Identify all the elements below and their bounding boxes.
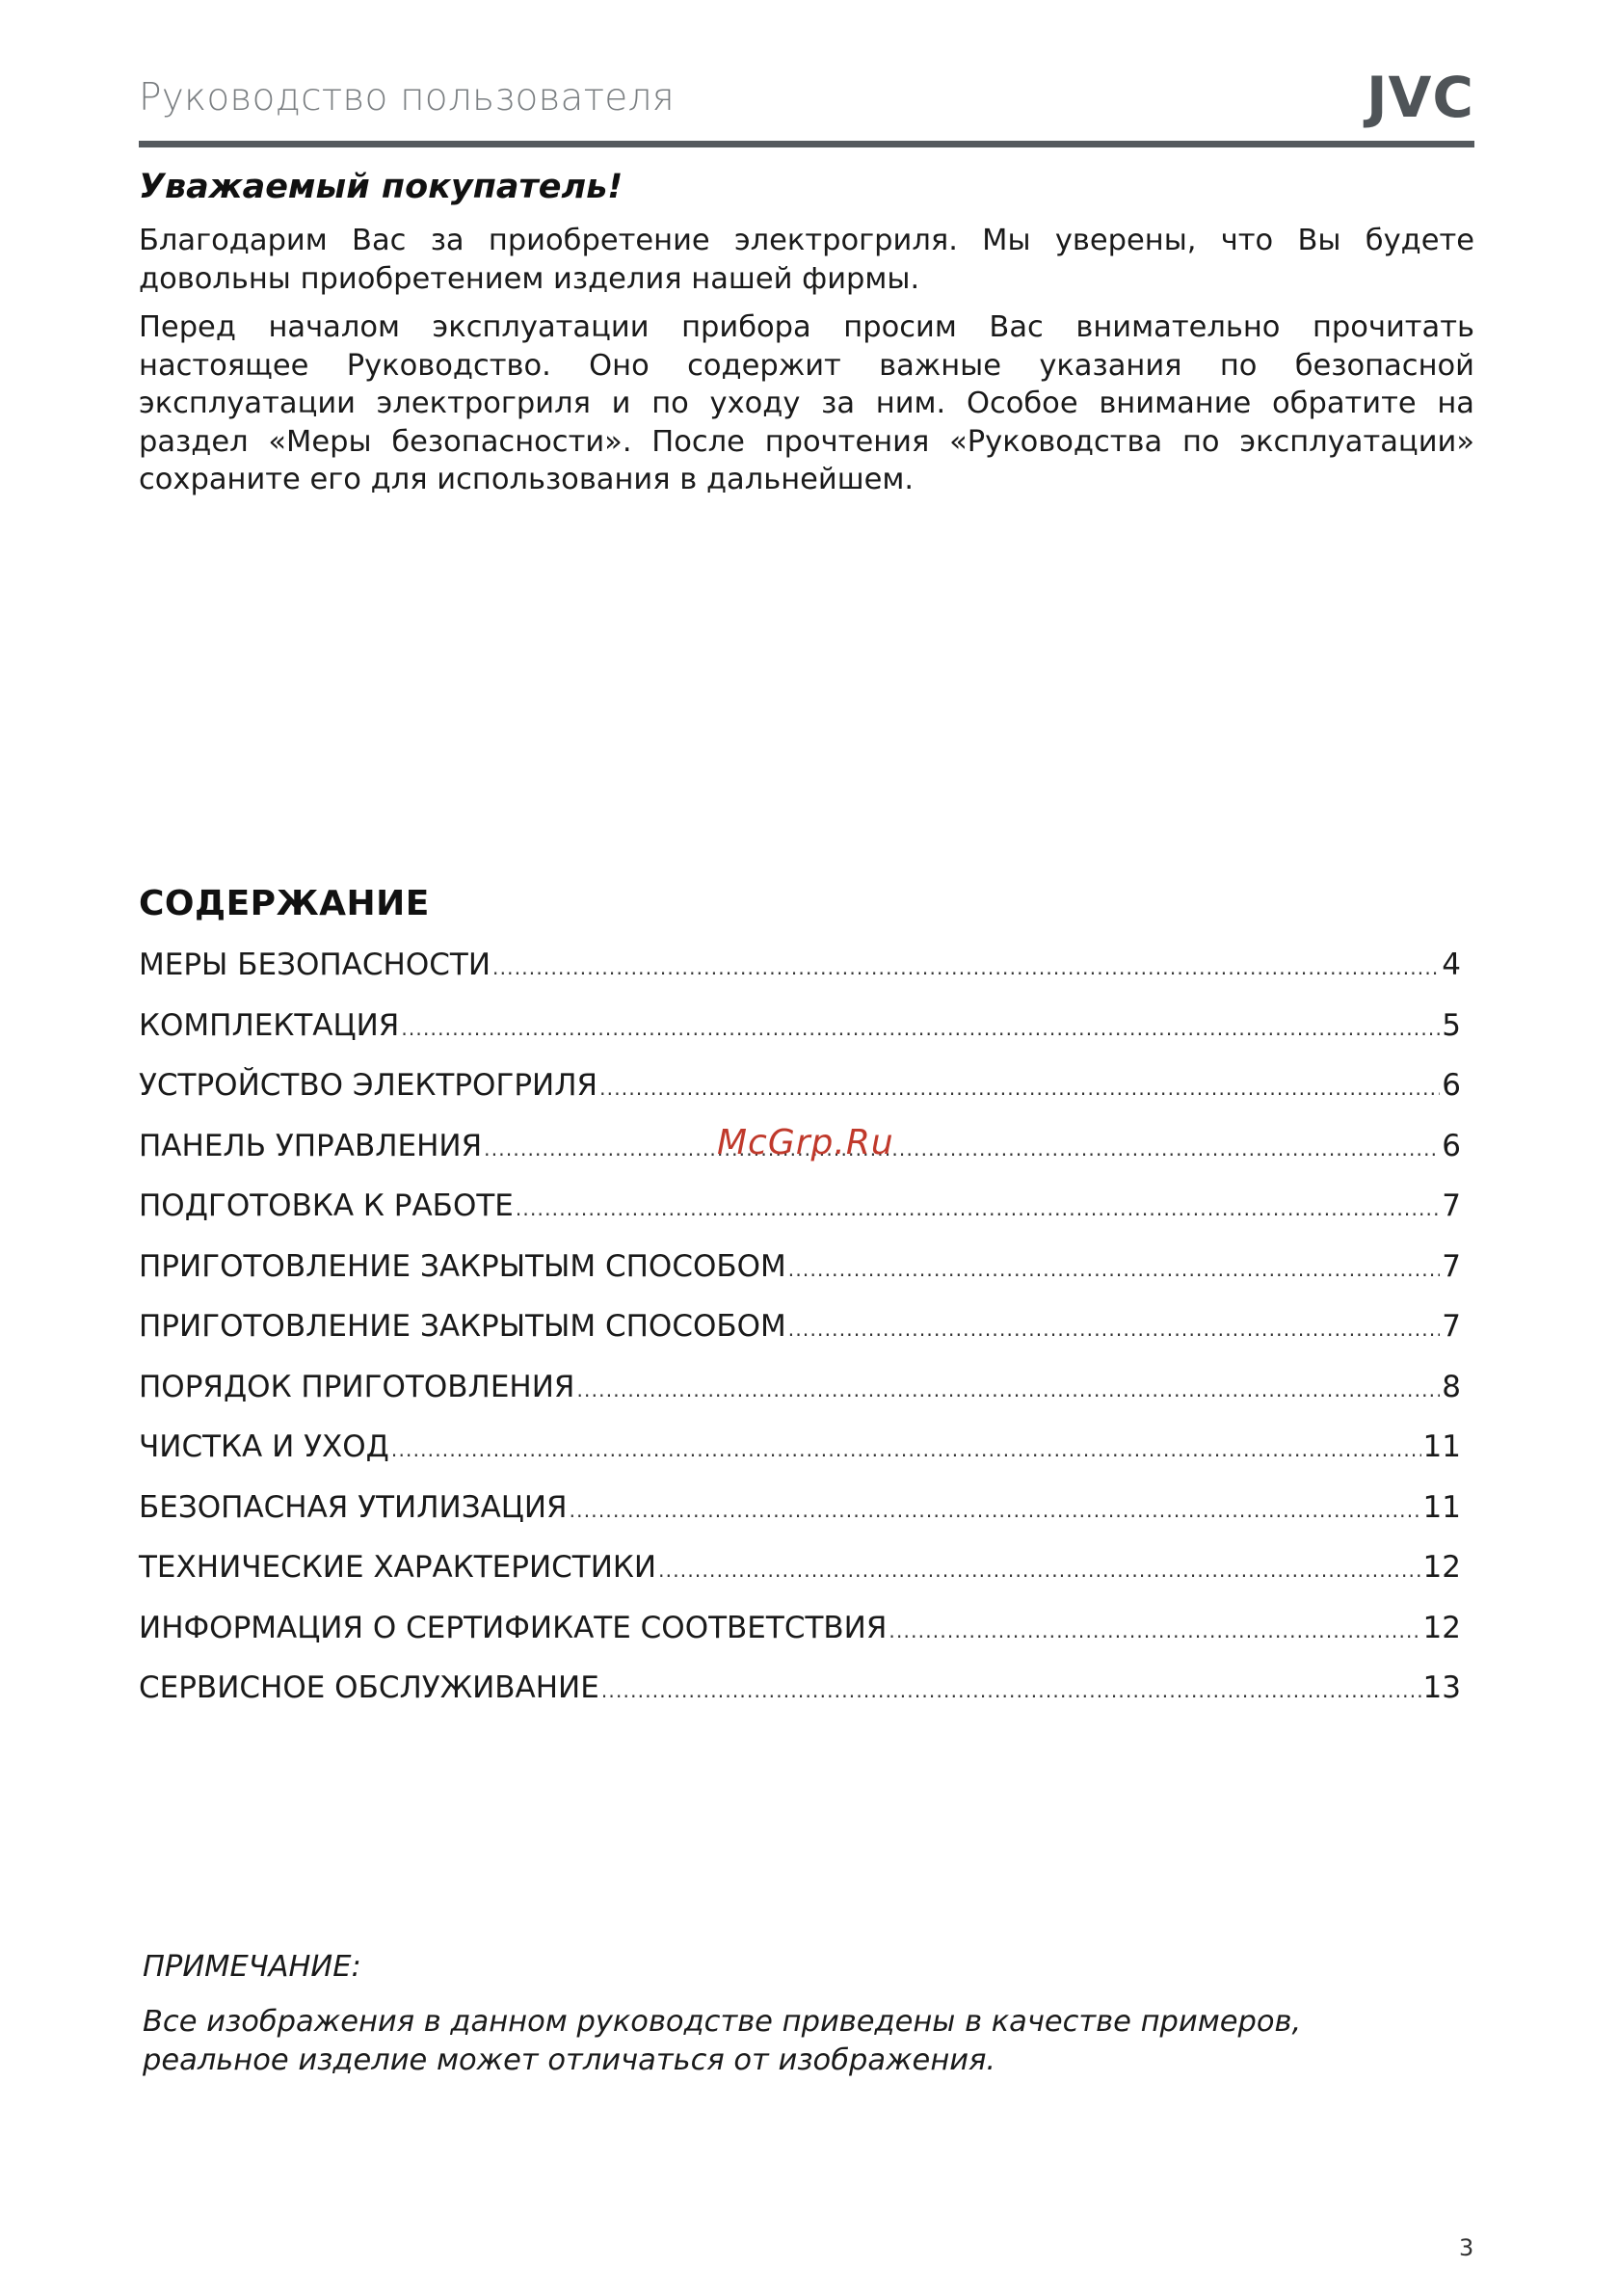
toc-dot-leader xyxy=(492,948,1440,982)
toc-dot-leader xyxy=(788,1249,1440,1284)
toc-dot-leader xyxy=(516,1188,1440,1223)
toc-item-title: БЕЗОПАСНАЯ УТИЛИЗАЦИЯ xyxy=(139,1489,568,1525)
toc-item-page: 6 xyxy=(1442,1128,1461,1163)
toc-dot-leader xyxy=(601,1670,1421,1705)
brand-logo: JVC xyxy=(1366,65,1474,130)
page-number: 3 xyxy=(1459,2234,1474,2261)
toc-item[interactable] xyxy=(139,948,1461,1008)
toc-dot-leader xyxy=(658,1550,1420,1585)
toc-item[interactable] xyxy=(139,1068,1461,1129)
toc-item-title: СЕРВИСНОЕ ОБСЛУЖИВАНИЕ xyxy=(139,1670,599,1705)
toc-item-title: ПОДГОТОВКА К РАБОТЕ xyxy=(139,1188,514,1223)
toc-item[interactable] xyxy=(139,1249,1461,1310)
toc-item-title: ПОРЯДОК ПРИГОТОВЛЕНИЯ xyxy=(139,1369,575,1404)
toc-item-title: ЧИСТКА И УХОД xyxy=(139,1429,389,1464)
toc-item[interactable] xyxy=(139,1370,1461,1430)
toc-item-page: 7 xyxy=(1442,1309,1461,1344)
toc-item-title: ПРИГОТОВЛЕНИЕ ЗАКРЫТЫМ СПОСОБОМ xyxy=(139,1309,786,1344)
toc-item[interactable] xyxy=(139,1008,1461,1069)
header-title: Руководство пользователя xyxy=(139,76,675,120)
toc-item-page: 7 xyxy=(1442,1248,1461,1284)
toc-item-title: КОМПЛЕКТАЦИЯ xyxy=(139,1007,400,1043)
toc-item-title: МЕРЫ БЕЗОПАСНОСТИ xyxy=(139,948,491,982)
toc-item[interactable] xyxy=(139,1611,1461,1671)
greeting-heading: Уважаемый покупатель! xyxy=(139,168,623,206)
toc-dot-leader xyxy=(391,1429,1421,1464)
toc-item-page: 12 xyxy=(1422,1610,1461,1645)
toc-dot-leader xyxy=(484,1129,1440,1163)
toc-heading: СОДЕРЖАНИЕ xyxy=(139,884,430,923)
toc-item[interactable] xyxy=(139,1490,1461,1551)
toc-item-page: 11 xyxy=(1422,1429,1461,1464)
intro-paragraph-2: Перед началом эксплуатации прибора просим Вас внимательно прочитать настоящее Руководство. Оно содержит важные указания по безопасной эксплуатации электрогриля и по уходу за ним. Особое внимание обратите на раздел «Меры безопасности». После прочтения «Руководства по эксплуатации» сохраните его для использования в дальнейшем. xyxy=(139,310,1474,496)
intro-paragraph-1: Благодарим Вас за приобретение электрогриля. Мы уверены, что Вы будете довольны приобретением изделия нашей фирмы. xyxy=(139,224,1474,296)
note-title: ПРИМЕЧАНИЕ: xyxy=(143,1950,361,1984)
toc-item-page: 11 xyxy=(1422,1489,1461,1525)
toc-item-page: 7 xyxy=(1442,1188,1461,1223)
toc-dot-leader xyxy=(889,1611,1420,1645)
toc-dot-leader xyxy=(576,1370,1440,1404)
toc-item[interactable] xyxy=(139,1550,1461,1611)
toc-dot-leader xyxy=(401,1008,1440,1043)
toc-item-page: 13 xyxy=(1422,1670,1461,1705)
table-of-contents xyxy=(139,948,1461,1731)
toc-item-title: ПАНЕЛЬ УПРАВЛЕНИЯ xyxy=(139,1128,483,1163)
toc-item-title: ПРИГОТОВЛЕНИЕ ЗАКРЫТЫМ СПОСОБОМ xyxy=(139,1248,786,1284)
toc-item-title: ИНФОРМАЦИЯ О СЕРТИФИКАТЕ СООТВЕТСТВИЯ xyxy=(139,1610,888,1645)
toc-item-page: 12 xyxy=(1422,1550,1461,1585)
toc-item-page: 4 xyxy=(1442,948,1461,982)
toc-item-page: 8 xyxy=(1442,1369,1461,1404)
toc-dot-leader xyxy=(570,1490,1421,1525)
toc-dot-leader xyxy=(788,1309,1440,1344)
toc-dot-leader xyxy=(599,1068,1440,1103)
toc-item-title: ТЕХНИЧЕСКИЕ ХАРАКТЕРИСТИКИ xyxy=(139,1550,657,1585)
toc-item[interactable] xyxy=(139,1309,1461,1370)
toc-item[interactable] xyxy=(139,1429,1461,1490)
note-text: Все изображения в данном руководстве приведены в качестве примеров, реальное изделие может отличаться от изображения. xyxy=(143,2005,1302,2077)
toc-item-page: 5 xyxy=(1442,1007,1461,1043)
watermark: McGrp.Ru xyxy=(717,1123,894,1162)
toc-item[interactable] xyxy=(139,1188,1461,1249)
toc-item-page: 6 xyxy=(1442,1068,1461,1103)
page-header xyxy=(139,67,1474,147)
toc-item-title: УСТРОЙСТВО ЭЛЕКТРОГРИЛЯ xyxy=(139,1068,598,1103)
toc-item[interactable] xyxy=(139,1670,1461,1731)
